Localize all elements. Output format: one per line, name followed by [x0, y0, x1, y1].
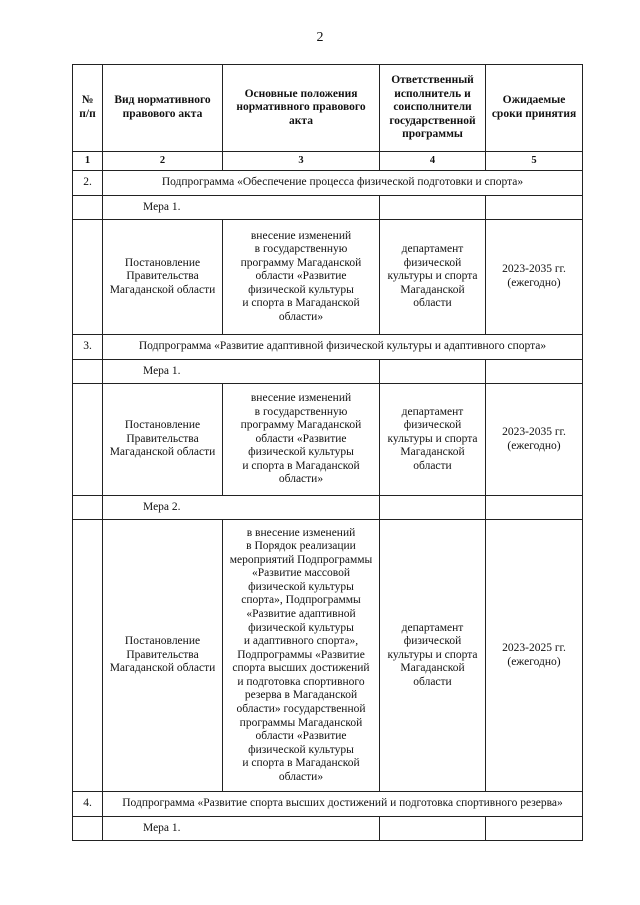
measure-row	[73, 496, 583, 520]
header-act-type: Вид нормативного правового акта	[103, 65, 223, 152]
measure-row	[73, 196, 583, 220]
term-cell: 2023-2035 гг. (ежегодно)	[486, 220, 583, 335]
subprogram-title: Подпрограмма «Развитие адаптивной физической культуры и адаптивного спорта»	[103, 335, 583, 360]
measure-label: Мера 1.	[103, 196, 380, 220]
column-number: 5	[486, 152, 583, 171]
subprogram-number: 4.	[73, 792, 103, 817]
column-number: 1	[73, 152, 103, 171]
header-provisions: Основные положения нормативного правового акта	[223, 65, 380, 152]
column-number-row	[73, 152, 583, 171]
column-number: 3	[223, 152, 380, 171]
act-type-cell: Постановление Правительства Магаданской области	[103, 384, 223, 496]
column-number: 2	[103, 152, 223, 171]
header-num: № п/п	[73, 65, 103, 152]
act-type-cell: Постановление Правительства Магаданской области	[103, 220, 223, 335]
page-number: 2	[316, 30, 324, 45]
measure-row	[73, 360, 583, 384]
column-number: 4	[380, 152, 486, 171]
measure-label: Мера 1.	[103, 360, 380, 384]
subprogram-row	[73, 792, 583, 817]
provisions-cell: внесение изменений в государственную программу Магаданской области «Развитие физической культуры и спорта в Магаданской области»	[223, 384, 380, 496]
measure-row	[73, 817, 583, 841]
measure-label: Мера 2.	[103, 496, 380, 520]
provisions-cell: внесение изменений в государственную программу Магаданской области «Развитие физической культуры и спорта в Магаданской области»	[223, 220, 380, 335]
subprogram-row	[73, 171, 583, 196]
term-cell: 2023-2035 гг. (ежегодно)	[486, 384, 583, 496]
responsible-cell: департамент физической культуры и спорта Магаданской области	[380, 384, 486, 496]
header-terms: Ожидаемые сроки принятия	[486, 65, 583, 152]
header-responsible: Ответственный исполнитель и соисполнители государственной программы	[380, 65, 486, 152]
subprogram-number: 2.	[73, 171, 103, 196]
provisions-cell: в внесение изменений в Порядок реализации мероприятий Подпрограммы «Развитие массовой физической культуры спорта», Подпрограммы «Развитие адаптивной физической культуры и адаптивного спорта», Подпрограммы «Развитие спорта высших достижений и подготовка спортивного резерва в Магаданской области» государственной программы Магаданской области «Развитие физической культуры и спорта в Магаданской области»	[223, 520, 380, 792]
subprogram-number: 3.	[73, 335, 103, 360]
table-header-row	[73, 65, 583, 152]
subprogram-title: Подпрограмма «Обеспечение процесса физической подготовки и спорта»	[103, 171, 583, 196]
responsible-cell: департамент физической культуры и спорта Магаданской области	[380, 520, 486, 792]
table-row	[73, 384, 583, 496]
table-row	[73, 220, 583, 335]
responsible-cell: департамент физической культуры и спорта Магаданской области	[380, 220, 486, 335]
subprogram-title: Подпрограмма «Развитие спорта высших достижений и подготовка спортивного резерва»	[103, 792, 583, 817]
subprogram-row	[73, 335, 583, 360]
measure-label: Мера 1.	[103, 817, 380, 841]
legal-acts-table	[72, 64, 583, 841]
table-row	[73, 520, 583, 792]
act-type-cell: Постановление Правительства Магаданской области	[103, 520, 223, 792]
term-cell: 2023-2025 гг. (ежегодно)	[486, 520, 583, 792]
